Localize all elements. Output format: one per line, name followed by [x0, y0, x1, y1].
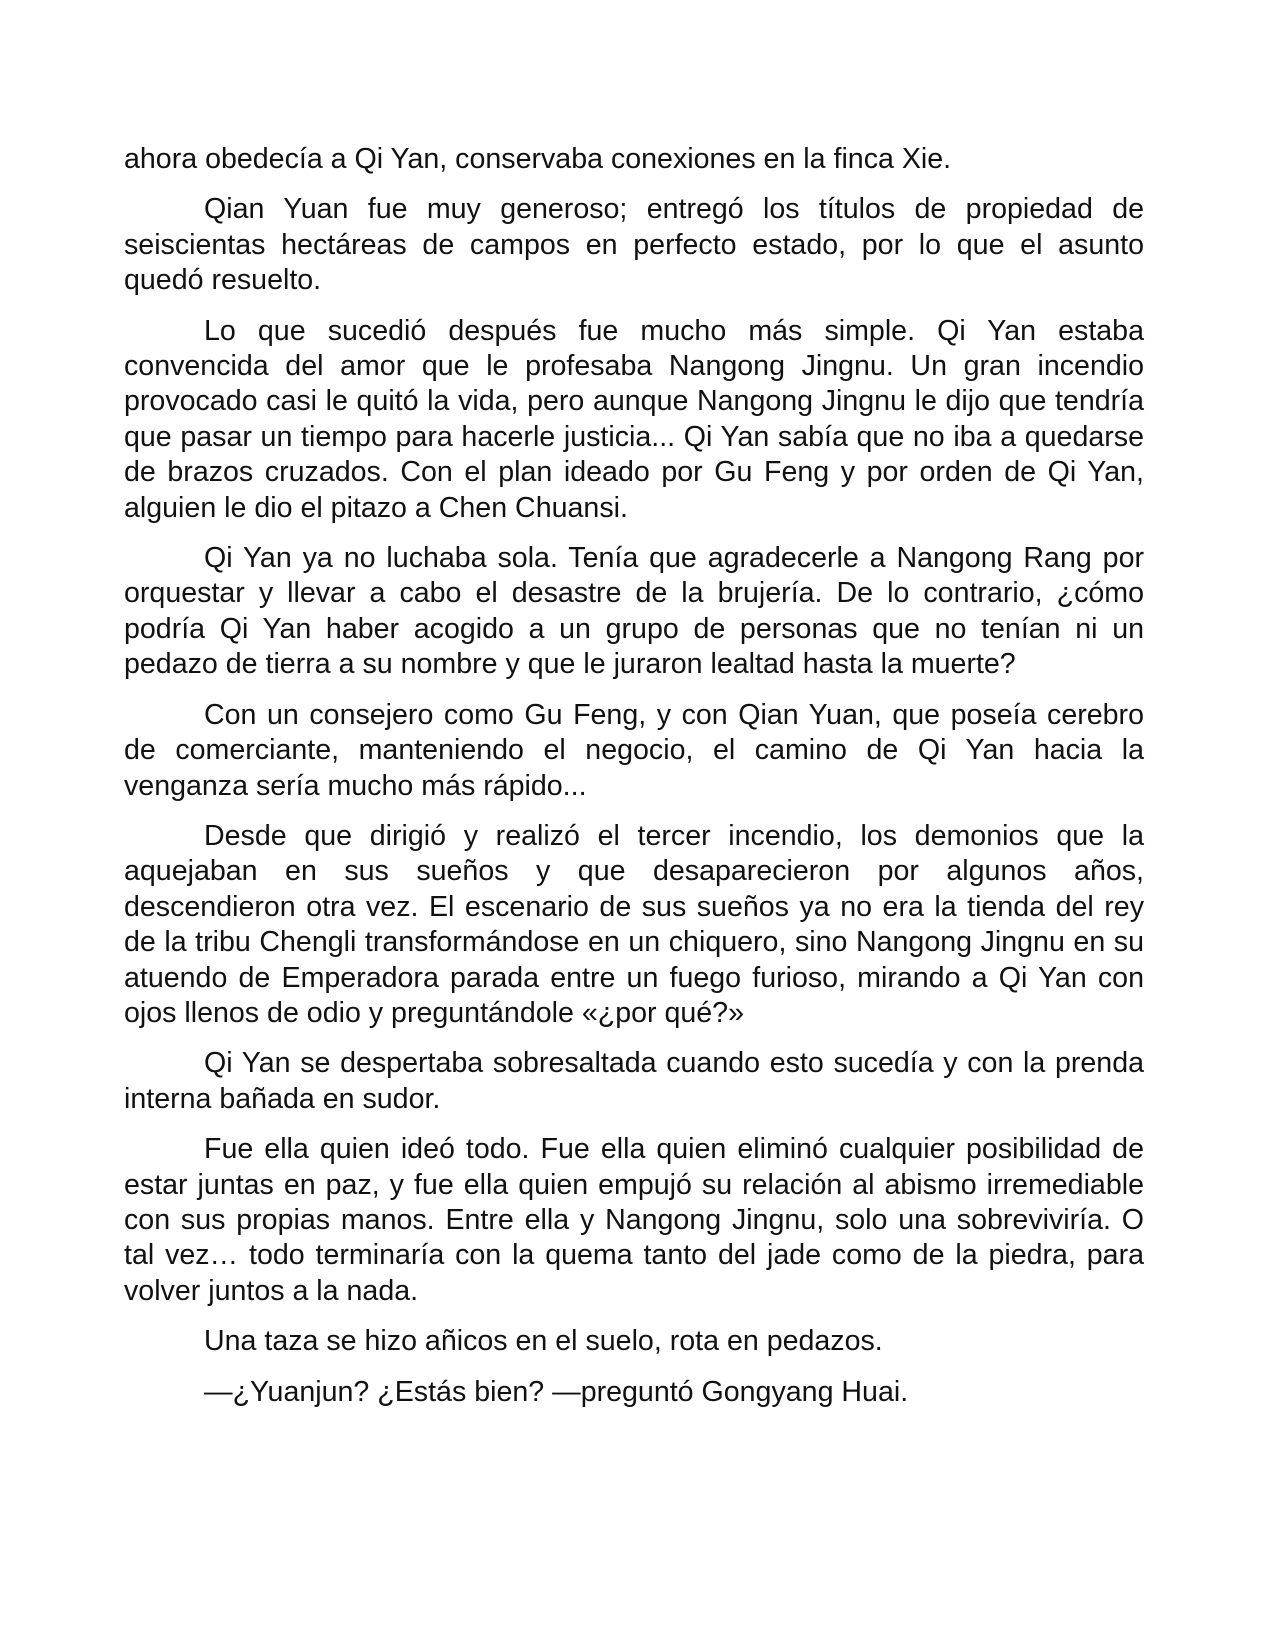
paragraph: Qian Yuan fue muy generoso; entregó los títulos de propiedad de seiscientas hectáreas de campos en perfecto estado, por lo que el asunto quedó resuelto. [124, 193, 1144, 297]
paragraph: Fue ella quien ideó todo. Fue ella quien eliminó cualquier posibilidad de estar juntas en paz, y fue ella quien empujó su relación al abismo irremediable con sus propias manos. Entre ella y Nangong Jingnu, solo una sobreviviría. O tal vez… todo terminaría con la quema tanto del jade como de la piedra, para volver juntos a la nada. [124, 1133, 1144, 1307]
paragraph: Qi Yan se despertaba sobresaltada cuando esto sucedía y con la prenda interna bañada en sudor. [124, 1047, 1144, 1115]
paragraph: Lo que sucedió después fue mucho más simple. Qi Yan estaba convencida del amor que le profesaba Nangong Jingnu. Un gran incendio provocado casi le quitó la vida, pero aunque Nangong Jingnu le dijo que tendría que pasar un tiempo para hacerle justicia... Qi Yan sabía que no iba a quedarse de brazos cruzados. Con el plan ideado por Gu Feng y por orden de Qi Yan, alguien le dio el pitazo a Chen Chuansi. [124, 314, 1144, 524]
paragraph: Con un consejero como Gu Feng, y con Qian Yuan, que poseía cerebro de comerciante, manteniendo el negocio, el camino de Qi Yan hacia la venganza sería mucho más rápido... [124, 698, 1144, 802]
paragraph: Desde que dirigió y realizó el tercer incendio, los demonios que la aquejaban en sus sueños y que desaparecieron por algunos años, descendieron otra vez. El escenario de sus sueños ya no era la tienda del rey de la tribu Chengli transformándose en un chiquero, sino Nangong Jingnu en su atuendo de Emperadora parada entre un fuego furioso, mirando a Qi Yan con ojos llenos de odio y preguntándole «¿por qué?» [124, 819, 1144, 1029]
paragraph-continuation: ahora obedecía a Qi Yan, conservaba conexiones en la finca Xie. [124, 143, 952, 175]
paragraph: Una taza se hizo añicos en el suelo, rota en pedazos. [204, 1325, 883, 1358]
paragraph: Qi Yan ya no luchaba sola. Tenía que agradecerle a Nangong Rang por orquestar y llevar a cabo el desastre de la brujería. De lo contrario, ¿cómo podría Qi Yan haber acogido a un grupo de personas que no tenían ni un pedazo de tierra a su nombre y que le juraron lealtad hasta la muerte? [124, 542, 1144, 681]
document-body [124, 142, 1144, 1425]
dialogue-line: —¿Yuanjun? ¿Estás bien? —preguntó Gongyang Huai. [204, 1375, 909, 1408]
